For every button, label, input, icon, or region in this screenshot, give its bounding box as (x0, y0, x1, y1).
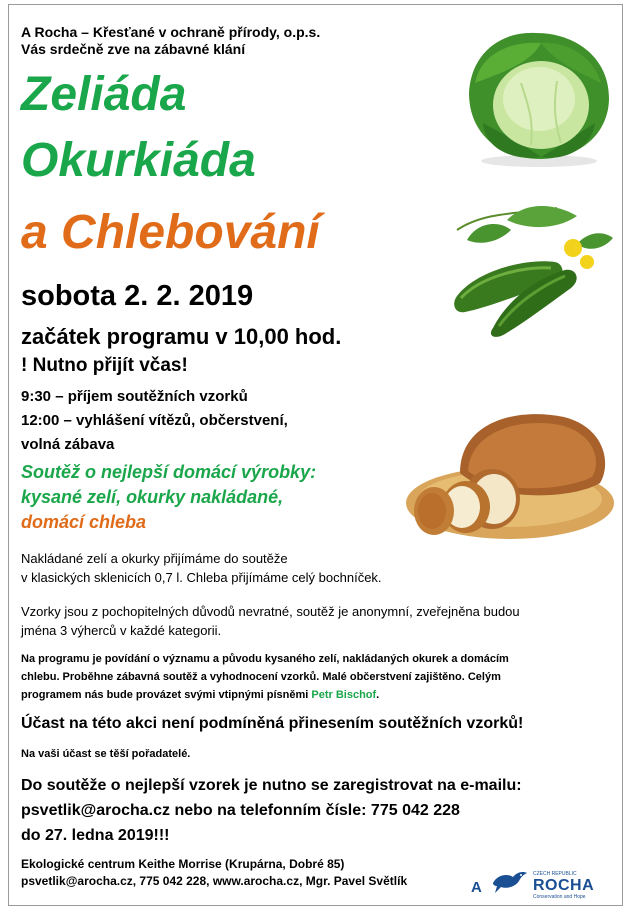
performer-name: Petr Bischof (311, 689, 377, 701)
info-line: jména 3 výherců v každé kategorii. (21, 623, 222, 638)
program-line: chlebu. Proběhne zábavná soutěž a vyhodnocení vzorků. Malé občerstvení zajištěno. Celým (21, 671, 501, 683)
registration-line: Do soutěže o nejlepší vzorek je nutno se zaregistrovat na e-mailu: (21, 777, 522, 794)
competition-items: kysané zelí, okurky nakládané, (21, 487, 284, 507)
registration-contact: psvetlik@arocha.cz nebo na telefonním čísle: 775 042 228 (21, 802, 460, 819)
arocha-logo (471, 867, 611, 901)
info-paragraph-1 (21, 549, 382, 587)
participation-notice: Účast na této akci není podmíněná přinesením soutěžních vzorků! (21, 715, 524, 732)
bird-icon (487, 867, 531, 899)
registration-deadline: do 27. ledna 2019!!! (21, 827, 170, 844)
info-line: v klasických sklenicích 0,7 l. Chleba přijímáme celý bochníček. (21, 570, 382, 585)
competition-block (21, 460, 316, 535)
event-date: sobota 2. 2. 2019 (21, 280, 254, 312)
program-text: programem nás bude provázet svými vtipnými písněmi (21, 689, 312, 701)
competition-bread: domácí chleba (21, 512, 147, 532)
footer-venue: Ekologické centrum Keithe Morrise (Krupárna, Dobré 85) (21, 857, 345, 871)
bread-image (404, 403, 616, 543)
program-text: . (376, 689, 380, 701)
poster (8, 4, 623, 906)
cabbage-image (461, 23, 616, 171)
organizer-line: A Rocha – Křesťané v ochraně přírody, o.p.s. (21, 24, 321, 40)
program-line: Na programu je povídání o významu a původu kysaného zelí, nakládaných okurek a domácím (21, 653, 509, 665)
program-line (21, 686, 509, 704)
info-line: Vzorky jsou z pochopitelných důvodů nevratné, soutěž je anonymní, zveřejněna budou (21, 604, 520, 619)
organizers-note: Na vaši účast se těší pořadatelé. (21, 748, 191, 760)
schedule-item: volná zábava (21, 436, 115, 453)
footer-contacts: psvetlik@arocha.cz, 775 042 228, www.arocha.cz, Mgr. Pavel Světlík (21, 874, 408, 888)
title-zeliada: Zeliáda (21, 68, 187, 121)
logo-tagline-bottom: Conservation and Hope (533, 894, 586, 900)
competition-heading: Soutěž o nejlepší domácí výrobky: (21, 462, 317, 482)
logo-name: ROCHA (533, 877, 595, 894)
info-line: Nakládané zelí a okurky přijímáme do soutěže (21, 551, 288, 566)
invite-line: Vás srdečně zve na zábavné klání (21, 41, 246, 57)
title-okurkiada: Okurkiáda (21, 134, 256, 187)
footer (21, 856, 407, 890)
program-paragraph (21, 650, 509, 704)
title-chlebovani: a Chlebování (21, 206, 320, 259)
registration-block (21, 773, 522, 848)
logo-tagline-top: CZECH REPUBLIC (533, 871, 577, 877)
info-paragraph-2 (21, 602, 520, 640)
cucumber-image (437, 200, 615, 342)
event-start: začátek programu v 10,00 hod. (21, 324, 342, 349)
event-schedule (21, 385, 288, 457)
event-warning: ! Nutno přijít včas! (21, 355, 188, 376)
schedule-item: 9:30 – příjem soutěžních vzorků (21, 388, 248, 405)
schedule-item: 12:00 – vyhlášení vítězů, občerstvení, (21, 412, 288, 429)
logo-letter: A (471, 879, 482, 896)
